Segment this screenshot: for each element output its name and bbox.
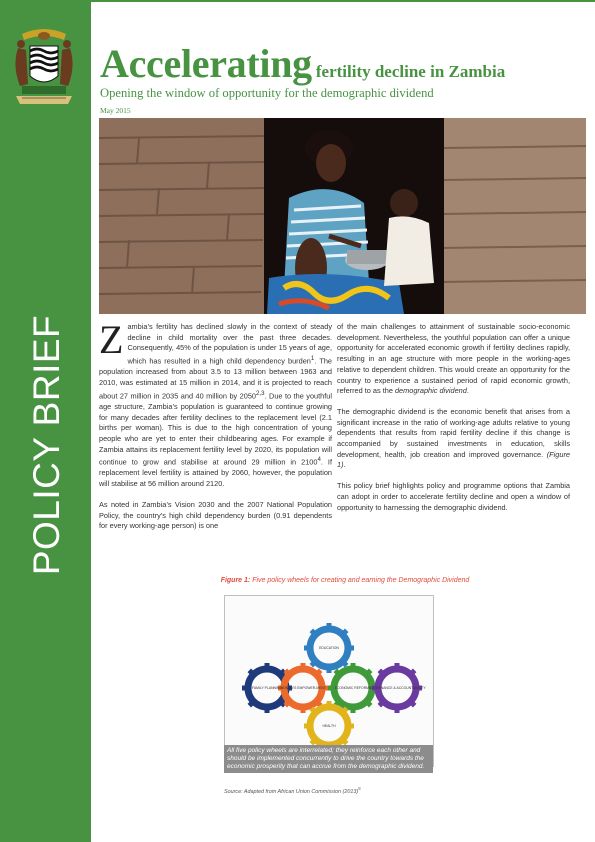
wheel-label-education: EDUCATION (319, 646, 339, 650)
highlights-paragraph: This policy brief highlights policy and programme options that Zambia can adopt in order to accelerate fertility decline and open a window of opportunity to harnessing the demographic dividend. (337, 481, 570, 512)
publication-date: May 2015 (100, 106, 131, 115)
figure-note: All five policy wheels are interrelated; they reinforce each other and should be implemented concurrently to drive the country towards the economic prosperity that can accrue from the demographic dividend. (224, 745, 433, 773)
challenges-paragraph: of the main challenges to attainment of sustainable socio-economic development. Nevertheless, the youthful population can offer a unique opportunity for accelerated economic growth if fertility declines rapidly, resulting in an age structure with more people in the working-ages relative to dependent children. This would create an opportunity for the country to experience a sustained period of rapid economic growth, referred to as the demographic dividend. (337, 322, 570, 396)
subtitle: Opening the window of opportunity for the demographic dividend (100, 86, 434, 100)
wheel-label-economic-reforms: ECONOMIC REFORMS (334, 686, 372, 690)
policy-wheels-figure (224, 595, 434, 767)
intro-paragraph: Zambia’s fertility has declined slowly in the context of steady decline in child mortality over the past three decades. Consequently, 45% of the population is under 15 years of age, which has resulted in a high child dependency burden$^1$. The population increased from about 3.5 to 13 million between 1963 and 2010, was estimated at 15 million in 2014, and it is projected to reach about 27 million in 2035 and 40 million by 2050$^{2,3}$. Due to the youthful age structure, Zambia’s population is guaranteed to continue growing for many decades after fertility declines to the replacement level (2.1 births per woman). This is due to the high concentration of young people who are yet to enter their childbearing ages. For example if Zambia attains its replacement fertility level by 2020, its population will continue to grow and stabilise at around 29 million in 2100$^4$. If replacement level fertility is attained by 2060, however, the population will stabilise at 56 million around 2120. (99, 317, 332, 489)
wheel-label-health: HEALTH (322, 724, 336, 728)
title-main: Accelerating (100, 41, 312, 86)
top-rule (91, 0, 595, 2)
dividend-paragraph: The demographic dividend is the economic benefit that arises from a significant increase in the ratio of working-age adults relative to young dependents that results from rapid fertility decline if this change is accompanied by sustained investments in education, skills development, health, job creation and improved governance. (Figure 1). (337, 406, 570, 470)
body-column-right (337, 322, 570, 523)
sidebar (0, 0, 91, 842)
page-title (100, 40, 505, 87)
vision-paragraph: As noted in Zambia’s Vision 2030 and the 2007 National Population Policy, the country’s high child dependency burden (0.91 dependents for every working-age person) is one (99, 499, 332, 531)
figure-source: Source: Adapted from African Union Commission $(2013)^5$ (224, 786, 361, 795)
wheel-label-family-planning: FAMILY PLANNING (251, 686, 283, 690)
title-rest: fertility decline in Zambia (315, 62, 506, 81)
wheel-label-governance: GOVERNANCE & ACCOUNTABILITY (368, 686, 426, 690)
photo-mother-and-child (99, 118, 586, 314)
policy-brief-label: POLICY BRIEF (26, 314, 67, 576)
drop-cap: Z (99, 317, 124, 362)
figure-caption: Figure 1: Five policy wheels for creating and earning the Demographic Dividend (220, 577, 470, 584)
coat-of-arms-icon (8, 26, 80, 110)
wheel-label-womens-empowerment: WOMEN'S EMPOWER-MENT (280, 686, 326, 690)
body-column-left (99, 317, 332, 542)
